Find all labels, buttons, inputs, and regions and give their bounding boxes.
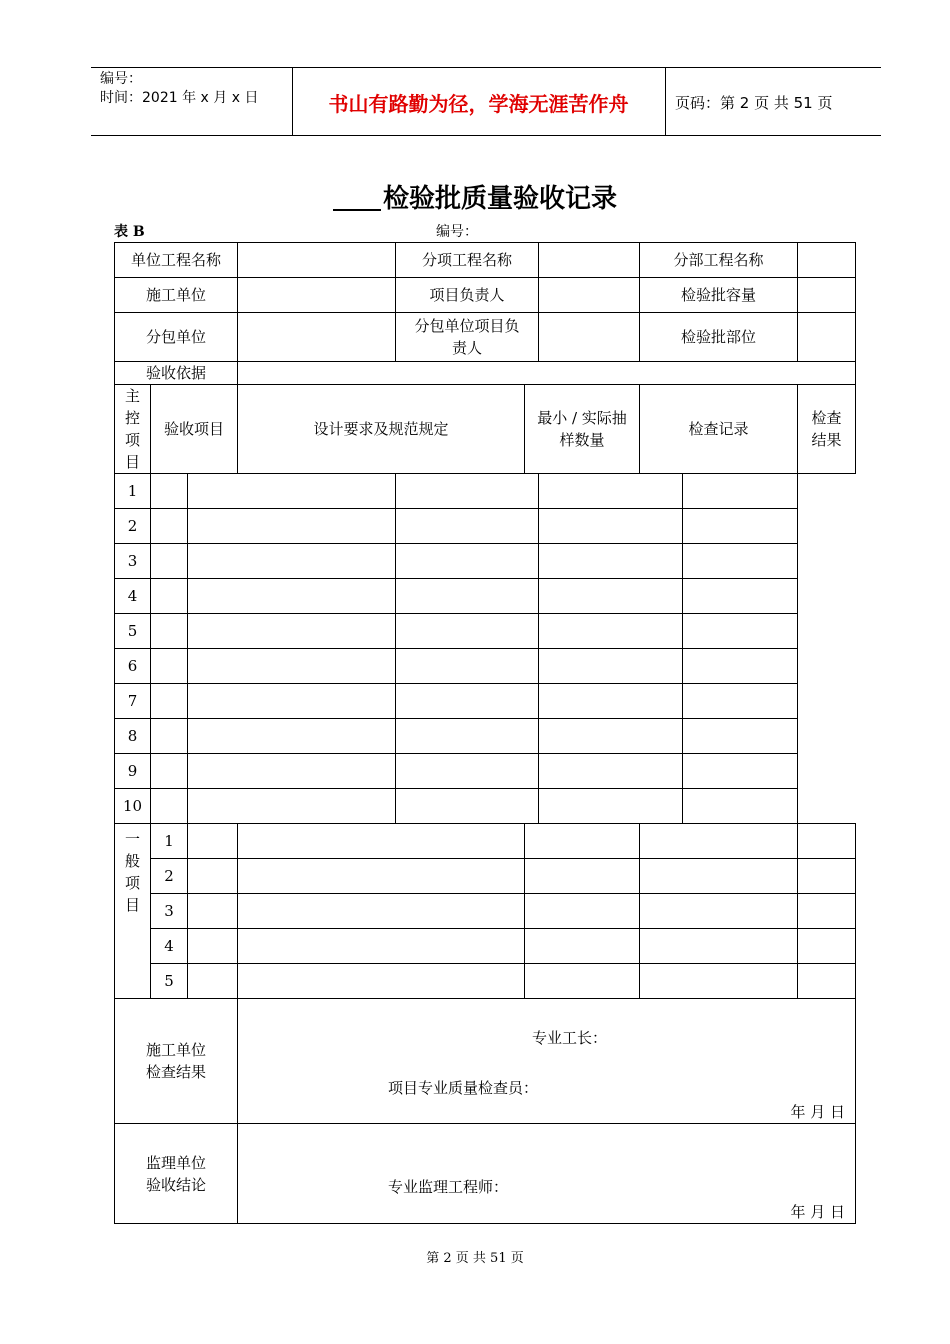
requirement-field[interactable] <box>188 649 396 684</box>
record-field[interactable] <box>539 544 683 579</box>
inspection-form <box>114 242 856 1224</box>
col-record-header: 检查记录 <box>640 385 798 474</box>
sampling-field[interactable] <box>396 614 539 649</box>
item-name-field[interactable] <box>188 894 238 929</box>
main-items-label <box>115 385 151 474</box>
table-label: 表 B <box>114 224 145 240</box>
supervisor-check-label-text: 监理单位验收结论 <box>145 1153 206 1194</box>
table-row <box>115 649 856 684</box>
table-row <box>115 544 856 579</box>
requirement-field[interactable] <box>238 929 525 964</box>
sampling-field[interactable] <box>396 544 539 579</box>
sampling-field[interactable] <box>396 474 539 509</box>
table-row <box>115 614 856 649</box>
table-row <box>115 579 856 614</box>
subcontractor-label: 分包单位 <box>115 313 238 362</box>
record-field[interactable] <box>640 929 798 964</box>
sampling-field[interactable] <box>396 754 539 789</box>
requirement-field[interactable] <box>188 719 396 754</box>
item-number: 3 <box>115 544 151 579</box>
basis-label: 验收依据 <box>115 362 238 385</box>
item-number: 4 <box>115 579 151 614</box>
general-items-label <box>115 824 151 999</box>
result-field[interactable] <box>798 859 856 894</box>
contractor-label: 施工单位 <box>115 278 238 313</box>
item-number: 5 <box>151 964 188 999</box>
result-field[interactable] <box>683 614 798 649</box>
record-field[interactable] <box>539 474 683 509</box>
requirement-field[interactable] <box>238 964 525 999</box>
item-name-field[interactable] <box>151 684 188 719</box>
record-field[interactable] <box>539 614 683 649</box>
item-number: 6 <box>115 649 151 684</box>
supervisor-check-label <box>115 1124 238 1224</box>
supervisor-check-row <box>115 1124 856 1224</box>
item-number: 1 <box>115 474 151 509</box>
result-field[interactable] <box>683 789 798 824</box>
result-field[interactable] <box>683 649 798 684</box>
batch-location-label: 检验批部位 <box>640 313 798 362</box>
item-number: 10 <box>115 789 151 824</box>
result-field[interactable] <box>683 509 798 544</box>
sampling-field[interactable] <box>396 684 539 719</box>
result-field[interactable] <box>683 754 798 789</box>
page-title <box>0 178 950 215</box>
item-name-field[interactable] <box>151 754 188 789</box>
inspector-label: 项目专业质量检查员： <box>388 1079 539 1097</box>
page-footer: 第 2 页 共 51 页 <box>426 1251 524 1266</box>
requirement-field[interactable] <box>238 824 525 859</box>
supervisor-check-signature-area[interactable] <box>238 1124 856 1224</box>
sampling-field[interactable] <box>396 789 539 824</box>
result-field[interactable] <box>683 474 798 509</box>
sampling-field[interactable] <box>396 579 539 614</box>
table-row <box>115 719 856 754</box>
col-result-header: 检查结果 <box>798 385 856 474</box>
contractor-check-label <box>115 999 238 1124</box>
record-field[interactable] <box>539 789 683 824</box>
result-field[interactable] <box>683 684 798 719</box>
item-name-field[interactable] <box>151 544 188 579</box>
division-project-field[interactable] <box>798 243 856 278</box>
header-motto: 书山有路勤为径，学海无涯苦作舟 <box>328 92 629 116</box>
division-project-label: 分部工程名称 <box>640 243 798 278</box>
title-text: 检验批质量验收记录 <box>382 184 617 214</box>
table-row <box>115 509 856 544</box>
record-field[interactable] <box>539 579 683 614</box>
item-number: 7 <box>115 684 151 719</box>
sampling-field[interactable] <box>525 929 640 964</box>
sub-manager-field[interactable] <box>539 313 640 362</box>
record-field[interactable] <box>539 509 683 544</box>
item-number: 9 <box>115 754 151 789</box>
record-field[interactable] <box>539 649 683 684</box>
record-field[interactable] <box>640 824 798 859</box>
contractor-check-label-text: 施工单位检查结果 <box>145 1041 206 1081</box>
record-field[interactable] <box>539 684 683 719</box>
item-name-field[interactable] <box>151 474 188 509</box>
requirement-field[interactable] <box>238 859 525 894</box>
header-meta <box>100 70 258 108</box>
supervisor-date: 年 月 日 <box>790 1203 846 1221</box>
table-row <box>115 964 856 999</box>
table-row <box>115 824 856 859</box>
sub-item-project-field[interactable] <box>539 243 640 278</box>
requirement-field[interactable] <box>188 754 396 789</box>
item-name-field[interactable] <box>151 789 188 824</box>
sub-manager-label: 分包单位项目负责人 <box>396 313 539 362</box>
sampling-field[interactable] <box>525 859 640 894</box>
record-field[interactable] <box>539 719 683 754</box>
item-name-field[interactable] <box>151 614 188 649</box>
requirement-field[interactable] <box>188 579 396 614</box>
table-row <box>115 684 856 719</box>
result-field[interactable] <box>798 964 856 999</box>
result-field[interactable] <box>683 544 798 579</box>
sampling-field[interactable] <box>396 719 539 754</box>
contractor-check-signature-area[interactable] <box>238 999 856 1124</box>
project-manager-label: 项目负责人 <box>396 278 539 313</box>
record-field[interactable] <box>640 894 798 929</box>
result-field[interactable] <box>798 929 856 964</box>
item-name-field[interactable] <box>188 859 238 894</box>
engineer-label: 专业监理工程师： <box>388 1178 509 1196</box>
header-time-label: 时间：2021 年 x 月 x 日 <box>100 90 259 106</box>
result-field[interactable] <box>798 824 856 859</box>
table-row <box>115 894 856 929</box>
sampling-field[interactable] <box>525 894 640 929</box>
table-row <box>115 859 856 894</box>
main-items-text: 主 控 项 目 <box>124 387 140 471</box>
item-number: 2 <box>151 859 188 894</box>
col-item-header: 验收项目 <box>151 385 238 474</box>
batch-location-field[interactable] <box>798 313 856 362</box>
sampling-field[interactable] <box>396 509 539 544</box>
requirement-field[interactable] <box>188 684 396 719</box>
item-name-field[interactable] <box>188 929 238 964</box>
header-page-label: 页码：第 2 页 共 51 页 <box>675 94 833 112</box>
batch-capacity-field[interactable] <box>798 278 856 313</box>
col-sampling-header: 最小 / 实际抽样数量 <box>525 385 640 474</box>
contractor-field[interactable] <box>238 278 396 313</box>
record-field[interactable] <box>640 964 798 999</box>
form-number-label: 编号： <box>436 224 478 240</box>
item-name-field[interactable] <box>151 649 188 684</box>
item-number: 1 <box>151 824 188 859</box>
sampling-field[interactable] <box>396 649 539 684</box>
table-row <box>115 474 856 509</box>
header-divider <box>665 67 666 135</box>
project-manager-field[interactable] <box>539 278 640 313</box>
unit-project-field[interactable] <box>238 243 396 278</box>
header-number-label: 编号： <box>100 71 142 87</box>
result-field[interactable] <box>798 894 856 929</box>
title-blank[interactable] <box>333 183 381 211</box>
record-field[interactable] <box>640 859 798 894</box>
requirement-field[interactable] <box>188 509 396 544</box>
item-name-field[interactable] <box>151 579 188 614</box>
item-number: 2 <box>115 509 151 544</box>
col-requirement-header: 设计要求及规范规定 <box>238 385 525 474</box>
batch-capacity-label: 检验批容量 <box>640 278 798 313</box>
general-items-text: 一 般 项 目 <box>124 830 140 914</box>
requirement-field[interactable] <box>188 544 396 579</box>
table-row <box>115 929 856 964</box>
table-row <box>115 754 856 789</box>
result-field[interactable] <box>683 719 798 754</box>
item-number: 3 <box>151 894 188 929</box>
foreman-label: 专业工长： <box>532 1029 608 1047</box>
item-name-field[interactable] <box>151 719 188 754</box>
table-row <box>115 789 856 824</box>
item-number: 5 <box>115 614 151 649</box>
item-number: 4 <box>151 929 188 964</box>
item-name-field[interactable] <box>188 824 238 859</box>
contractor-check-row <box>115 999 856 1124</box>
header-top-rule <box>91 67 881 68</box>
requirement-field[interactable] <box>188 614 396 649</box>
contractor-date: 年 月 日 <box>790 1103 846 1121</box>
subcontractor-field[interactable] <box>238 313 396 362</box>
unit-project-label: 单位工程名称 <box>115 243 238 278</box>
item-number: 8 <box>115 719 151 754</box>
sampling-field[interactable] <box>525 964 640 999</box>
requirement-field[interactable] <box>238 894 525 929</box>
basis-field[interactable] <box>238 362 856 385</box>
sampling-field[interactable] <box>525 824 640 859</box>
result-field[interactable] <box>683 579 798 614</box>
header-bottom-rule <box>91 135 881 136</box>
sub-item-project-label: 分项工程名称 <box>396 243 539 278</box>
item-name-field[interactable] <box>151 509 188 544</box>
item-name-field[interactable] <box>188 964 238 999</box>
record-field[interactable] <box>539 754 683 789</box>
requirement-field[interactable] <box>188 789 396 824</box>
requirement-field[interactable] <box>188 474 396 509</box>
